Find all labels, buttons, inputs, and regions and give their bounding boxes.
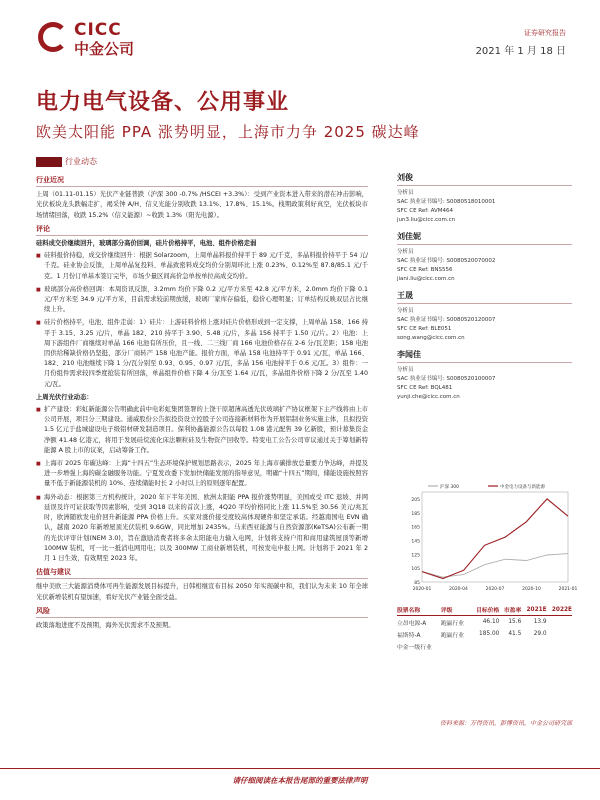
analyst-email[interactable]: jun3.liu@cicc.com.cn [397, 217, 456, 223]
analyst-card [397, 231, 572, 284]
bullet-paragraph: ■ 硅片价格持平，电池、组件走弱：1）硅片：上游硅料价格上涨对硅片价格形成到一定支撑，上周单晶 158、166 持平于 3.15、3.25 元/片，单晶 182、210 持平于 3.90、5.48 元/片，多晶 156 持平于 1.50 元/片。2）电池：上周下游组件厂商继续对单晶 166 电池有所压价，且一线、二三线厂商 166 电池价格存在 2-6 分/瓦差距；158 电池因供给稀缺价格仍坚挺，部分厂商转产 158 电池产能。报价方面，单晶 158 电池持平于 0.91 元/瓦，单晶 166、182、210 电池继续下降 1 分/瓦分别至 0.93、0.95、0.97 元/瓦，多晶 156 电池持平于 0.6 元/瓦。3）组件：一月份组件需求较四季度抢装有所回落，单晶组件价格下降 4 分/瓦至 1.64 元/瓦，多晶组件价格下降 2 分/瓦至 1.40 元/瓦。 [36, 318, 368, 389]
analyst-ce: SFC CE Ref: BLE051 [397, 326, 452, 332]
x-tick-label: 2021-01 [558, 587, 578, 592]
bullet-paragraph: ■ 玻璃部分高价格回调：本周资讯反馈，3.2mm 均价下降 0.2 元/平方米至 42.8 元/平方米，2.0mm 均价下降 0.1 元/平方米至 34.9 元/平方米，目前需求较前期放缓，玻璃厂家库存偏低，稳价心理明显；订单结构反映双层占比继续上升。 [36, 285, 368, 316]
analyst-role: 分析员 [397, 367, 414, 373]
category-marker [36, 157, 62, 167]
rating-table [397, 604, 572, 652]
series-line [422, 554, 568, 578]
table-header: 评级 [441, 604, 470, 616]
series-line [422, 499, 568, 579]
legend-label: 中金电力设备与新能源 [500, 485, 545, 490]
table-row [397, 640, 572, 652]
bullet-paragraph: ■ 硅料报价持稳，成交价继续回升：根据 Solarzoom，上周单晶料报价持平于 89 元/千克，多晶料报价持平于 54 元/千克。硅业协会反馈，上周单晶复投料、单晶致密料成交均价分别周环比上涨 0.23%、0.12%至 87.8/85.1 元/千克。1 月份订单基本签订完毕，市场少量区间高价急单按单拉高成交均价。 [36, 251, 368, 282]
analyst-ce: SFC CE Ref: BNS556 [397, 267, 453, 273]
x-tick-label: 2020-10 [522, 587, 541, 592]
analyst-role: 分析员 [397, 308, 414, 314]
performance-chart [400, 478, 578, 598]
footer-divider [0, 768, 600, 769]
table-cell: 中金一级行业 [397, 644, 432, 651]
analyst-license: SAC 执业证书编号: S0080520100007 [397, 376, 496, 382]
table-header: 2022E [547, 604, 572, 616]
analyst-name: 刘佳妮 [397, 231, 572, 245]
table-header: 2021E [521, 604, 546, 616]
logo-en: CICC [74, 20, 122, 40]
y-tick-label: 85 [414, 581, 420, 586]
y-tick-label: 105 [411, 567, 420, 573]
main-body [36, 172, 368, 634]
y-tick-label: 165 [411, 525, 420, 531]
logo-cn: 中金公司 [74, 40, 135, 58]
page-subtitle: 欧美太阳能 PPA 涨势明显，上海市力争 2025 碳达峰 [36, 123, 420, 141]
table-row [397, 616, 572, 629]
source-note: 资料来源：万得资讯，彭博资讯，中金公司研究部 [440, 720, 573, 727]
table-header: 市盈率 [499, 604, 521, 616]
table-cell: 15.6 [508, 619, 522, 625]
table-cell: 立昂电源-A [397, 620, 427, 627]
section-heading: 评论 [36, 224, 368, 236]
analyst-list [397, 172, 572, 408]
analyst-email[interactable]: jiani.liu@cicc.com.cn [397, 276, 455, 282]
analyst-email[interactable]: song.wang@cicc.com.cn [397, 335, 465, 341]
analyst-ce: SFC CE Ref: AVM464 [397, 208, 454, 214]
table-cell: 跑赢行业 [440, 620, 465, 627]
analyst-email[interactable]: yunji.che@cicc.com.cn [397, 394, 460, 400]
category-label: 行业动态 [65, 157, 97, 166]
logo-icon [38, 22, 68, 52]
table-cell: 185.00 [479, 631, 500, 637]
analyst-license: SAC 执业证书编号: S0080518010001 [397, 199, 496, 205]
section-heading: 行业近况 [36, 175, 368, 187]
risk-paragraph: 政策落地进度不及预期，海外光伏需求不及预期。 [36, 621, 175, 629]
page-title: 电力电气设备、公用事业 [36, 90, 290, 115]
report-date: 2021 年 1 月 18 日 [475, 46, 566, 57]
report-type: 证券研究报告 [524, 29, 566, 37]
chart-frame [422, 492, 568, 582]
analyst-ce: SFC CE Ref: BQL481 [397, 385, 453, 391]
y-tick-label: 125 [411, 553, 420, 559]
footer-disclaimer[interactable]: 请仔细阅读在本报告尾部的重要法律声明 [232, 776, 368, 785]
table-row [397, 628, 572, 640]
table-cell: 41.5 [508, 631, 522, 637]
x-tick-label: 2020-04 [449, 587, 468, 592]
company-subhead: 上周光伏行业动态： [36, 393, 93, 401]
analyst-card [397, 172, 572, 225]
analyst-card [397, 349, 572, 402]
table-header: 目标价格 [470, 604, 499, 616]
analyst-role: 分析员 [397, 249, 414, 255]
review-subhead: 硅料成交价继续回升，玻璃部分高价回调，硅片价格持平，电池、组件价格走弱 [36, 240, 257, 248]
x-tick-label: 2020-07 [485, 587, 505, 592]
analyst-role: 分析员 [397, 190, 414, 196]
table-cell: 46.10 [482, 619, 500, 625]
valuation-paragraph: 继中美欧三大能源消费体可再生能源发展目标提升，日韩相继宣布目标 2050 年实现碳中和，我们认为未来 10 年全球光伏新增装机有望加速，看好光伏产业链全面受益。 [36, 583, 368, 601]
x-tick-label: 2020-01 [412, 587, 432, 592]
analyst-card [397, 290, 572, 343]
analyst-name: 王晟 [397, 290, 572, 304]
table-cell: 13.9 [533, 619, 547, 625]
legend-label: 沪深 300 [440, 485, 460, 490]
table-cell: 跑赢行业 [440, 632, 465, 639]
section-heading: 估值与建议 [36, 567, 368, 579]
bullet-paragraph: ■ 扩产建设：彩虹新能源公告明确此前中电彩虹集团签署的上饶干原超薄高透光伏玻璃扩产协议框架下主产线将由上市公司开展，项目分三期建设。通威股份公告拟投资设立控股子公司连接新材料作为开展铝制业务实施主体，且拟投资 1.5 亿元于盐城建设电子级铝材研发制造项目。保利协鑫能源公告以每股 1.08 港元配售 39 亿新股，预计募集资金净额 41.48 亿港元，将用于发展硅烷流化床法颗粒硅及生物资产回收等。特变电工公告公司审议通过关于筹划新特能源 A 股上市的议案，启动筹备工作。 [36, 405, 368, 456]
table-cell: 29.0 [533, 631, 547, 637]
table-header-row [397, 604, 572, 616]
analyst-license: SAC 执业证书编号: S0080520120007 [397, 317, 496, 323]
y-tick-label: 205 [411, 497, 420, 503]
table-header: 股票名称 [397, 604, 441, 616]
market-paragraph: 上周（01.11-01.15）光伏产业链普跌（沪深 300 -0.7% /HSCEI +3.3%）：受到产业资本进入带来的潜在冲击影响，光伏板块龙头跌幅走扩，褐采钟 A/H、信义光能分别收跌 13.1%、17.8%、15.1%。栈期政策利好真空，光伏板块市场情绪回落，收跌 15.2%（信义能源）~收跌 1.3%（阳光电源）。 [36, 191, 368, 219]
analyst-license: SAC 执业证书编号: S0080520070002 [397, 258, 496, 264]
bullet-paragraph: ■ 海外动态：根据第三方机构统计，2020 年下半年美国、欧洲太阳能 PPA 报价涨势明显，美国或受 ITC 退坡、并网延误及许可证获取等因素影响，受到 3Q18 以来的首次上涨，4Q20 平均价格同比上涨 11.5%至 30.56 美元/兆瓦时，欧洲随欧发电价回升新能源 PPA 价格上升。买家对涨价接受度较高体现硬件和坚定承诺。经越南国电 EVN 确认，越南 2020 年新增屋顶光伏装机 9.6GW，同比增加 2435%。马来西亚能源与自然资源部(KeTSA)公布新一期的光伏评审计划(NEM 3.0)，旨在激励消费者将多余太阳能电力输入电网，计划将支持户用和商用建筑屋顶等新增 100MW 装机，可一比一抵消电网用电；以及 300MW 工商业新增装机，可按发电申报上网。计划将于 2021 年 2 月 1 日生效，有效期至 2023 年。 [36, 493, 368, 564]
y-tick-label: 185 [411, 511, 420, 517]
section-heading: 风险 [36, 606, 368, 618]
analyst-name: 刘俊 [397, 172, 572, 186]
analyst-name: 李闻佳 [397, 349, 572, 363]
y-tick-label: 145 [411, 539, 420, 545]
bullet-paragraph: ■ 上海市 2025 年碳达峰：上海“十四五”生态环境保护规划思路表示，2025 年上海市碳排放总量要力争达峰，并提及进一步增强上海的碳金融服务功能。宁夏发改委下发加快储能发展的指导意见，明确“十四五”期间，储能设施按照容量不低于新能源装机的 10%、连续储能时长 2 小时以上的原则逐年配置。 [36, 459, 368, 490]
table-cell: 福斯特-A [397, 632, 421, 639]
